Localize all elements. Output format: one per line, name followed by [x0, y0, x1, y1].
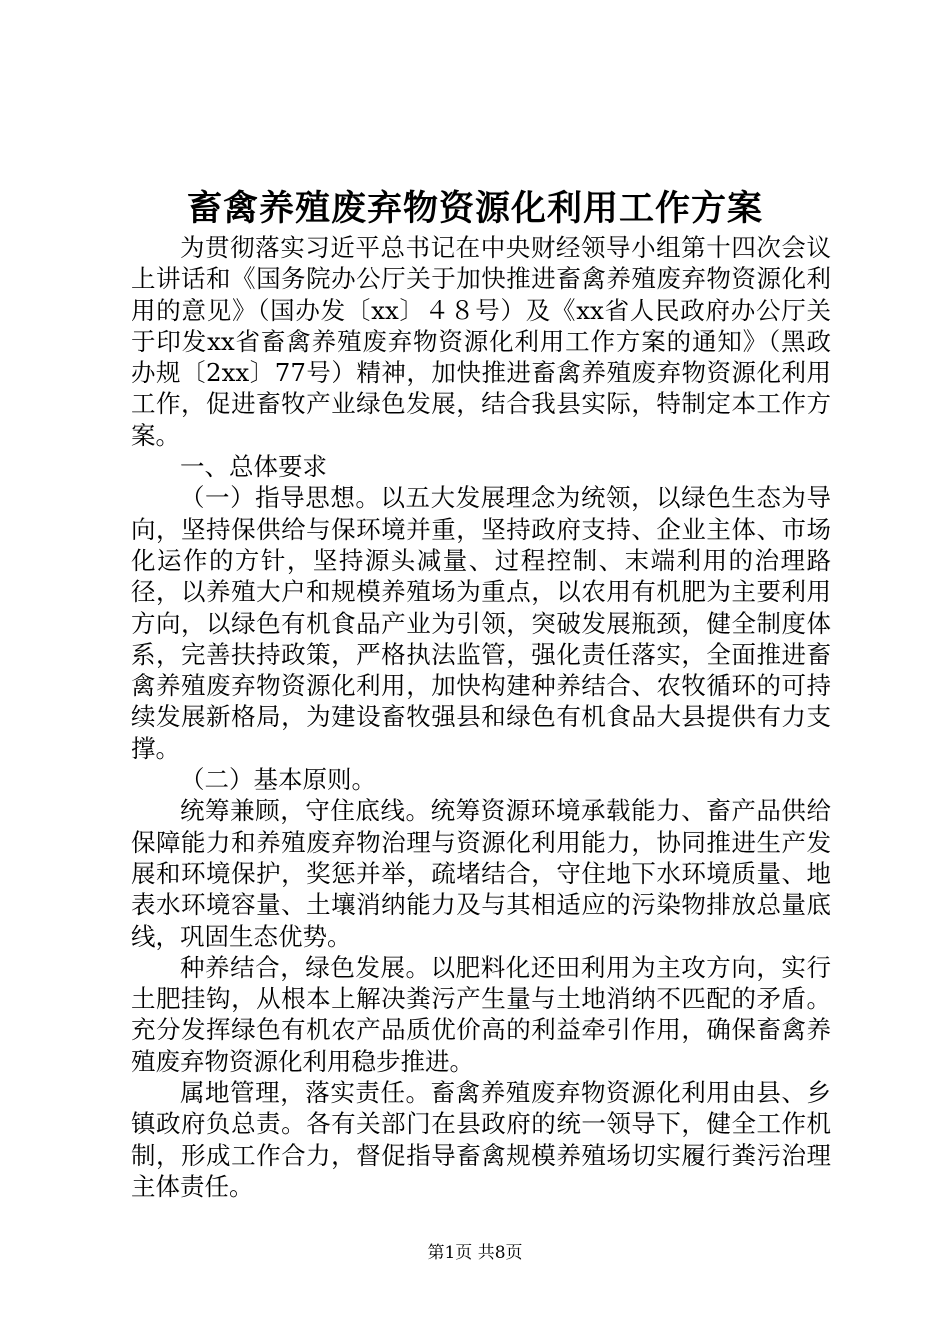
- paragraph-principle-planting-breeding: 种养结合，绿色发展。以肥料化还田利用为主攻方向，实行土肥挂钩，从根本上解决粪污产生量与土地消纳不匹配的矛盾。充分发挥绿色有机农产品质优价高的利益牵引作用，确保畜禽养殖废弃物资源化利用稳步推进。: [131, 952, 831, 1076]
- section-heading-general-requirements: 一、总体要求: [180, 452, 327, 482]
- document-title: 畜禽养殖废弃物资源化利用工作方案: [186, 188, 763, 229]
- subsection-heading-basic-principles: （二）基本原则。: [180, 765, 376, 795]
- document-body: [131, 232, 831, 1202]
- paragraph-principle-territorial-management: 属地管理，落实责任。畜禽养殖废弃物资源化利用由县、乡镇政府负总责。各有关部门在县政府的统一领导下，健全工作机制，形成工作合力，督促指导畜禽规模养殖场切实履行粪污治理主体责任。: [131, 1078, 831, 1201]
- paragraph-principle-overall-planning: 统筹兼顾，守住底线。统筹资源环境承载能力、畜产品供给保障能力和养殖废弃物治理与资源化利用能力，协同推进生产发展和环境保护，奖惩并举，疏堵结合，守住地下水环境质量、地表水环境容量、土壤消纳能力及与其相适应的污染物排放总量底线，巩固生态优势。: [131, 796, 831, 951]
- page-footer: 第1页 共8页: [427, 1243, 523, 1263]
- paragraph-guiding-ideology: （一）指导思想。以五大发展理念为统领，以绿色生态为导向，坚持保供给与保环境并重，坚持政府支持、企业主体、市场化运作的方针，坚持源头减量、过程控制、末端利用的治理路径，以养殖大户和规模养殖场为重点，以农用有机肥为主要利用方向，以绿色有机食品产业为引领，突破发展瓶颈，健全制度体系，完善扶持政策，严格执法监管，强化责任落实，全面推进畜禽养殖废弃物资源化利用，加快构建种养结合、农牧循环的可持续发展新格局，为建设畜牧强县和绿色有机食品大县提供有力支撑。: [131, 483, 831, 763]
- paragraph-intro: 为贯彻落实习近平总书记在中央财经领导小组第十四次会议上讲话和《国务院办公厅关于加快推进畜禽养殖废弃物资源化利用的意见》（国办发〔xx〕４８号）及《xx省人民政府办公厅关于印发xx省畜禽养殖废弃物资源化利用工作方案的通知》（黑政办规〔2xx〕77号）精神，加快推进畜禽养殖废弃物资源化利用工作，促进畜牧产业绿色发展，结合我县实际，特制定本工作方案。: [131, 233, 831, 450]
